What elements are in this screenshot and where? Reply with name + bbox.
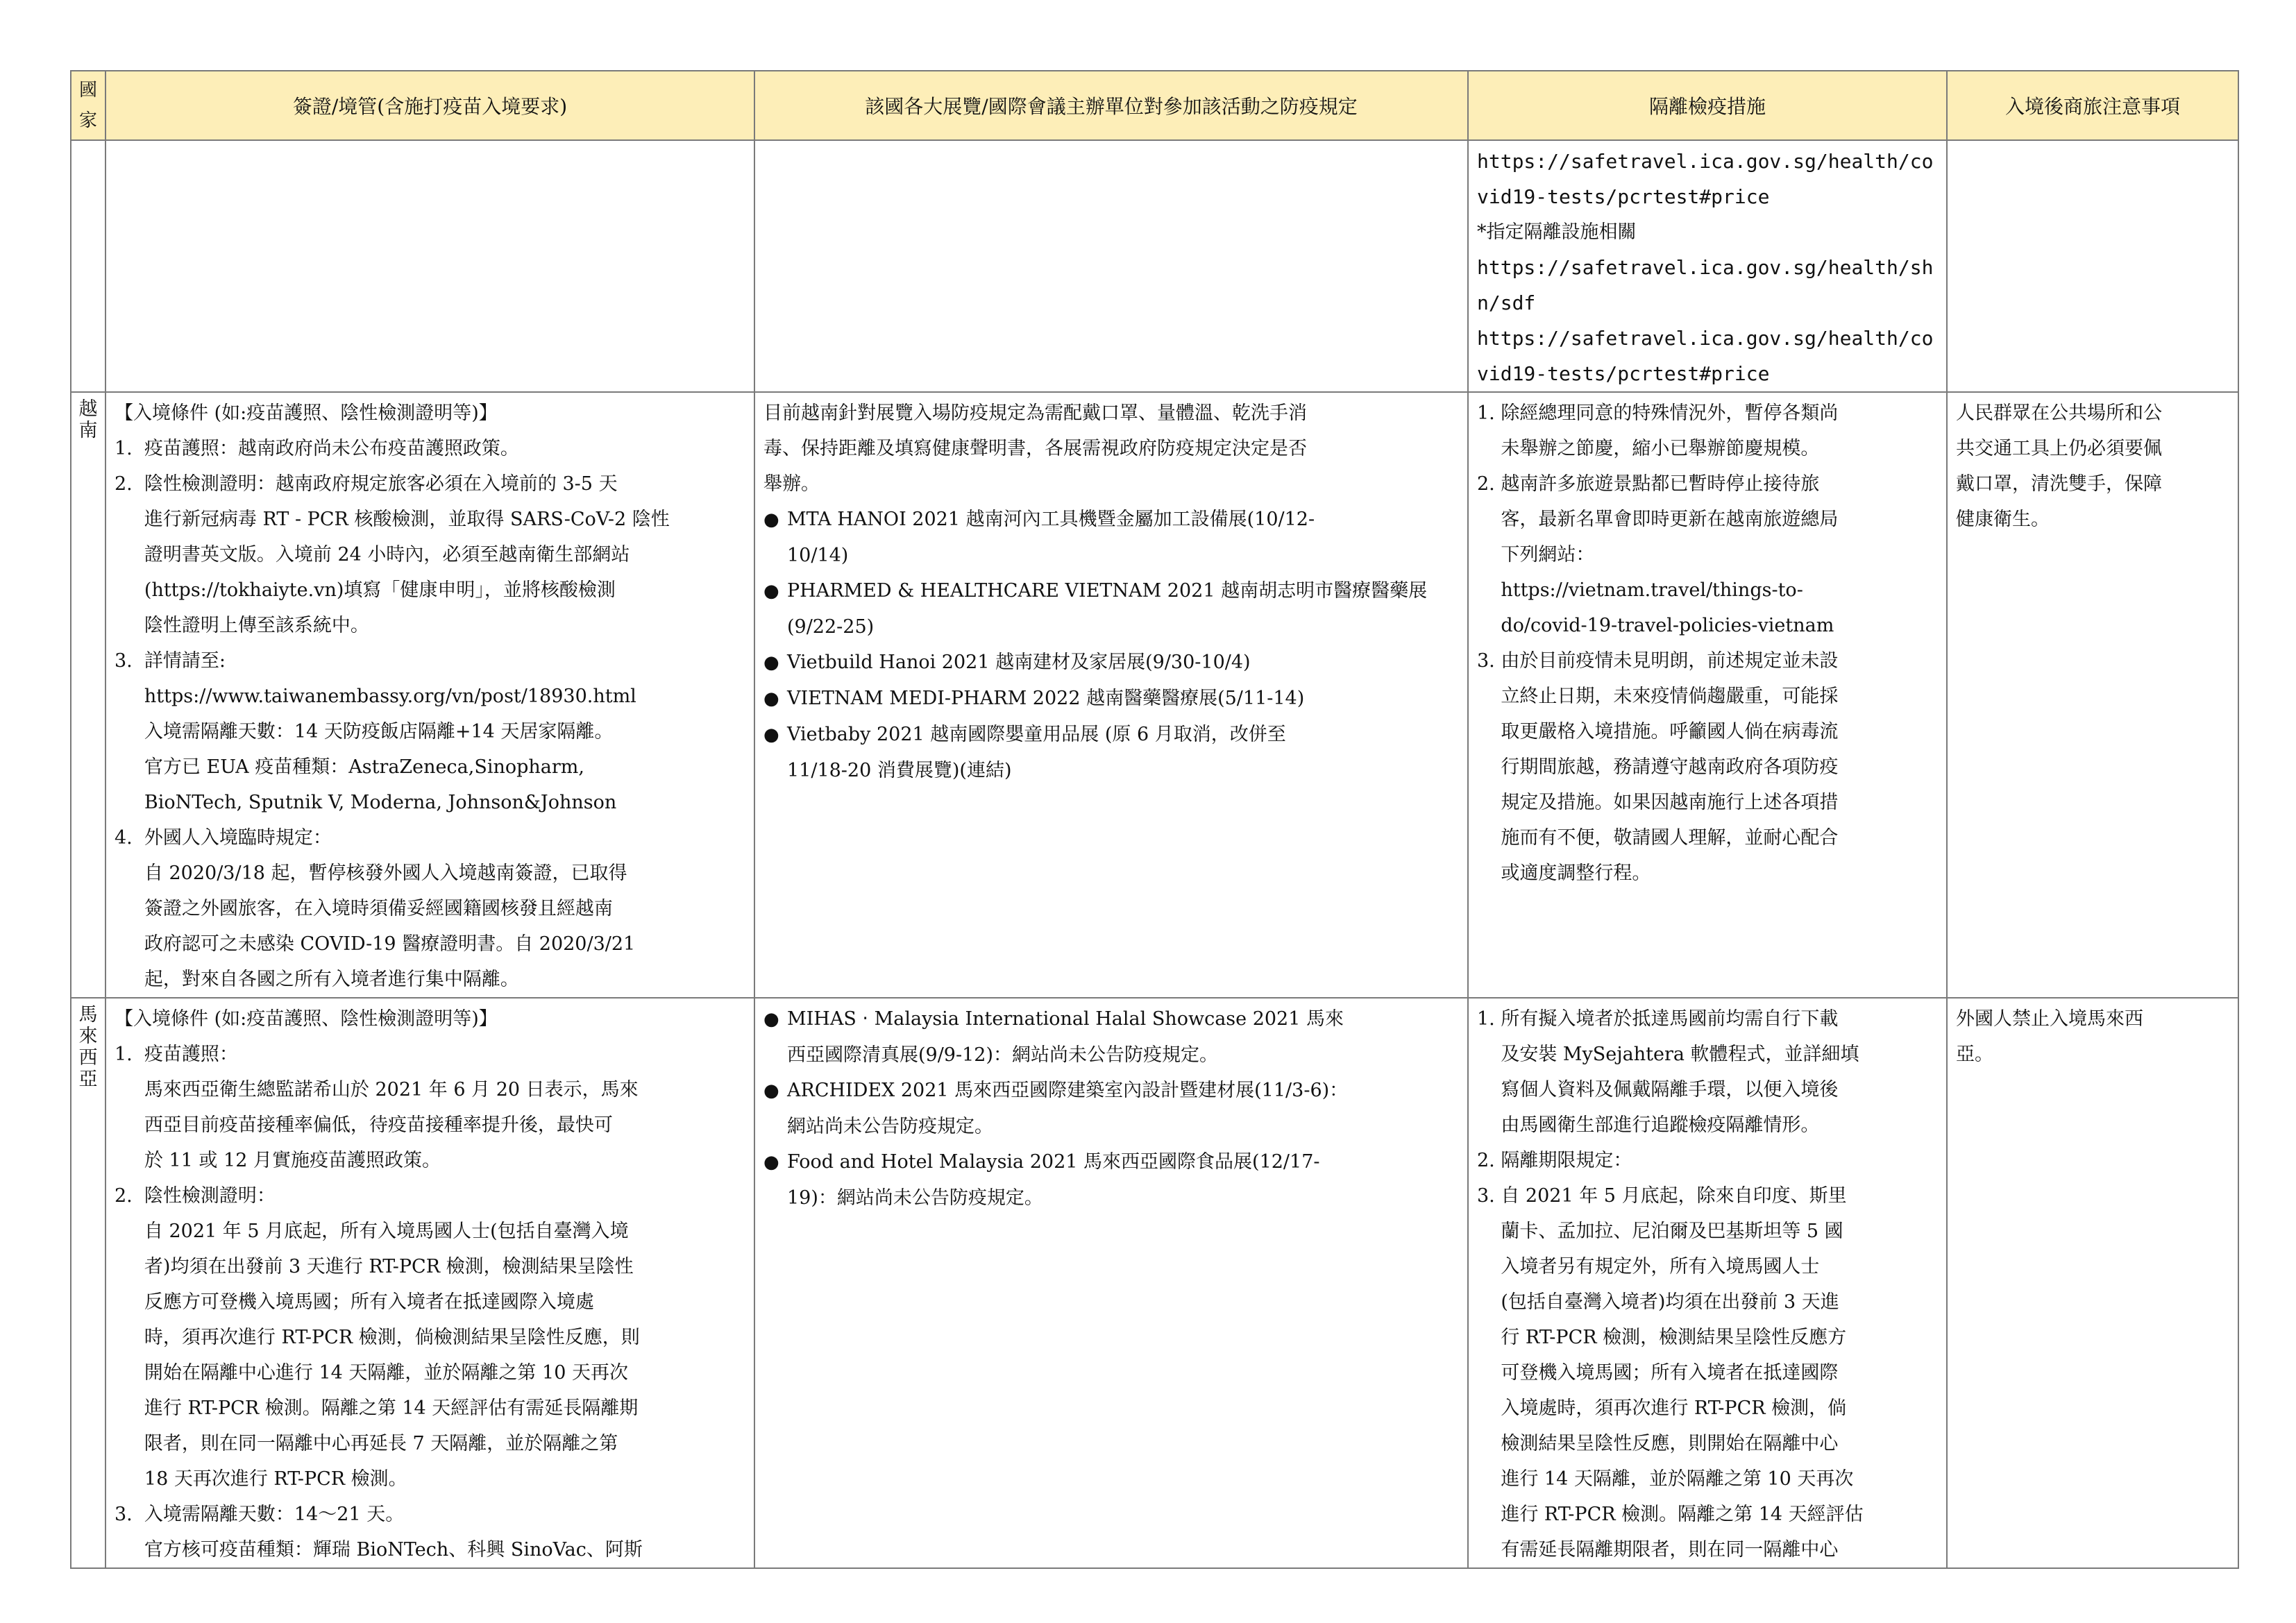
quarantine-line: n/sdf bbox=[1477, 291, 1536, 314]
visa-line: 政府認可之未感染 COVID-19 醫療證明書。自 2020/3/21 bbox=[115, 933, 636, 955]
expo-item: ● Vietbuild Hanoi 2021 越南建材及家居展(9/30-10/4) bbox=[763, 645, 1460, 681]
regulations-table bbox=[70, 70, 2239, 1569]
visa-line: 馬來西亞衛生總監諾希山於 2021 年 6 月 20 日表示，馬來 bbox=[115, 1079, 639, 1101]
quarantine-line: https://safetravel.ica.gov.sg/health/co bbox=[1477, 150, 1934, 173]
notes-line: 外國人禁止入境馬來西 bbox=[1956, 1008, 2143, 1030]
country-vietnam bbox=[71, 392, 105, 998]
visa-line: 2. 陰性檢測證明：越南政府規定旅客必須在入境前的 3-5 天 bbox=[115, 473, 618, 495]
bullet-icon: ● bbox=[763, 1152, 779, 1173]
quarantine-line: 取更嚴格入境措施。呼籲國人倘在病毒流 bbox=[1477, 721, 1839, 742]
visa-line: 反應方可登機入境馬國；所有入境者在抵達國際入境處 bbox=[115, 1291, 594, 1313]
quarantine-line: 2. 隔離期限規定： bbox=[1477, 1150, 1632, 1171]
visa-line: 18 天再次進行 RT-PCR 檢測。 bbox=[115, 1468, 407, 1490]
bullet-icon: ● bbox=[763, 1009, 779, 1030]
expo-item-cont: 11/18-20 消費展覽)(連結) bbox=[787, 760, 1012, 781]
visa-line: 開始在隔離中心進行 14 天隔離，並於隔離之第 10 天再次 bbox=[115, 1362, 628, 1384]
notes-line: 共交通工具上仍必須要佩 bbox=[1956, 438, 2162, 459]
header-visa: 簽證/境管(含施打疫苗入境要求) bbox=[105, 71, 754, 140]
continuation-country bbox=[71, 140, 105, 392]
visa-line: 陰性證明上傳至該系統中。 bbox=[115, 615, 369, 636]
visa-line: 官方核可疫苗種類：輝瑞 BioNTech、科興 SinoVac、阿斯 bbox=[115, 1539, 643, 1561]
visa-line: 入境需隔離天數：14 天防疫飯店隔離+14 天居家隔離。 bbox=[115, 721, 614, 742]
quarantine-line: 1. 除經總理同意的特殊情況外，暫停各類尚 bbox=[1477, 402, 1839, 424]
malaysia-notes bbox=[1947, 998, 2238, 1568]
quarantine-line: 入境者另有規定外，所有入境馬國人士 bbox=[1477, 1256, 1820, 1277]
quarantine-line: 進行 14 天隔離，並於隔離之第 10 天再次 bbox=[1477, 1468, 1854, 1490]
notes-line: 人民群眾在公共場所和公 bbox=[1956, 402, 2162, 424]
table-row-malaysia bbox=[71, 998, 2238, 1568]
continuation-visa bbox=[105, 140, 754, 392]
header-country bbox=[71, 71, 105, 140]
quarantine-line: 立終止日期，未來疫情倘趨嚴重，可能採 bbox=[1477, 686, 1839, 707]
quarantine-line: 3. 自 2021 年 5 月底起，除來自印度、斯里 bbox=[1477, 1185, 1847, 1207]
expo-intro-line: 毒、保持距離及填寫健康聲明書，各展需視政府防疫規定決定是否 bbox=[763, 438, 1307, 459]
notes-line: 戴口罩，清洗雙手，保障 bbox=[1956, 473, 2162, 495]
visa-line: 【入境條件 (如:疫苗護照、陰性檢測證明等)】 bbox=[115, 402, 498, 424]
visa-line: 3. 入境需隔離天數：14～21 天。 bbox=[115, 1504, 405, 1525]
expo-item: ● Food and Hotel Malaysia 2021 馬來西亞國際食品展(12/17- bbox=[763, 1144, 1460, 1180]
visa-line: 進行 RT-PCR 檢測。隔離之第 14 天經評估有需延長隔離期 bbox=[115, 1397, 639, 1419]
bullet-icon: ● bbox=[763, 581, 779, 602]
malaysia-expo bbox=[754, 998, 1468, 1568]
visa-line: 進行新冠病毒 RT - PCR 核酸檢測，並取得 SARS-CoV-2 陰性 bbox=[115, 509, 670, 530]
quarantine-line: do/covid-19-travel-policies-vietnam bbox=[1477, 615, 1834, 636]
quarantine-line: 行 RT-PCR 檢測，檢測結果呈陰性反應方 bbox=[1477, 1327, 1847, 1348]
quarantine-line: 有需延長隔離期限者，則在同一隔離中心 bbox=[1477, 1539, 1839, 1561]
visa-line: 自 2021 年 5 月底起，所有入境馬國人士(包括自臺灣入境 bbox=[115, 1221, 629, 1242]
quarantine-line: 下列網站： bbox=[1477, 544, 1595, 566]
expo-intro-line: 目前越南針對展覽入場防疫規定為需配戴口罩、量體溫、乾洗手消 bbox=[763, 402, 1307, 424]
bullet-icon: ● bbox=[763, 652, 779, 673]
expo-item-cont: 19)：網站尚未公告防疫規定。 bbox=[787, 1187, 1043, 1209]
quarantine-line: 3. 由於目前疫情未見明朗，前述規定並未設 bbox=[1477, 650, 1839, 672]
country-name: 馬來西亞 bbox=[78, 1004, 98, 1090]
visa-line: 1. 疫苗護照：越南政府尚未公布疫苗護照政策。 bbox=[115, 438, 519, 459]
quarantine-line: 1. 所有擬入境者於抵達馬國前均需自行下載 bbox=[1477, 1008, 1839, 1030]
quarantine-line: https://vietnam.travel/things-to- bbox=[1477, 579, 1803, 601]
visa-line: 者)均須在出發前 3 天進行 RT-PCR 檢測，檢測結果呈陰性 bbox=[115, 1256, 634, 1277]
continuation-quarantine bbox=[1468, 140, 1947, 392]
expo-item-cont: 10/14) bbox=[787, 545, 849, 566]
expo-item: ● Vietbaby 2021 越南國際嬰童用品展 (原 6 月取消，改併至 bbox=[763, 717, 1460, 753]
vietnam-visa bbox=[105, 392, 754, 998]
header-quarantine: 隔離檢疫措施 bbox=[1468, 71, 1947, 140]
quarantine-line: 入境處時，須再次進行 RT-PCR 檢測，倘 bbox=[1477, 1397, 1847, 1419]
quarantine-line: 施而有不便，敬請國人理解，並耐心配合 bbox=[1477, 827, 1839, 849]
header-notes: 入境後商旅注意事項 bbox=[1947, 71, 2238, 140]
quarantine-line: 蘭卡、孟加拉、尼泊爾及巴基斯坦等 5 國 bbox=[1477, 1221, 1843, 1242]
expo-item: ● VIETNAM MEDI-PHARM 2022 越南醫藥醫療展(5/11-14) bbox=[763, 681, 1460, 717]
visa-line: 限者，則在同一隔離中心再延長 7 天隔離，並於隔離之第 bbox=[115, 1433, 618, 1454]
notes-line: 亞。 bbox=[1956, 1044, 1993, 1065]
quarantine-line: 寫個人資料及佩戴隔離手環，以便入境後 bbox=[1477, 1079, 1839, 1101]
country-name: 越南 bbox=[78, 398, 98, 441]
expo-item: ● ARCHIDEX 2021 馬來西亞國際建築室內設計暨建材展(11/3-6)： bbox=[763, 1073, 1460, 1109]
expo-intro-line: 舉辦。 bbox=[763, 473, 820, 495]
expo-item-cont: 西亞國際清真展(9/9-12)：網站尚未公告防疫規定。 bbox=[787, 1044, 1218, 1066]
continuation-expo bbox=[754, 140, 1468, 392]
malaysia-visa bbox=[105, 998, 754, 1568]
quarantine-line: vid19-tests/pcrtest#price bbox=[1477, 185, 1770, 208]
visa-line: 簽證之外國旅客，在入境時須備妥經國籍國核發且經越南 bbox=[115, 898, 613, 919]
notes-line: 健康衛生。 bbox=[1956, 509, 2050, 530]
vietnam-notes bbox=[1947, 392, 2238, 998]
quarantine-line: 檢測結果呈陰性反應，則開始在隔離中心 bbox=[1477, 1433, 1839, 1454]
bullet-icon: ● bbox=[763, 724, 779, 745]
bullet-icon: ● bbox=[763, 688, 779, 709]
expo-item: ● MTA HANOI 2021 越南河內工具機暨金屬加工設備展(10/12- bbox=[763, 502, 1460, 538]
visa-line: (https://tokhaiyte.vn)填寫「健康申明」，並將核酸檢測 bbox=[115, 579, 616, 601]
quarantine-line: (包括自臺灣入境者)均須在出發前 3 天進 bbox=[1477, 1291, 1839, 1313]
quarantine-line: 客，最新名單會即時更新在越南旅遊總局 bbox=[1477, 509, 1839, 530]
visa-line: https://www.taiwanembassy.org/vn/post/18930.html bbox=[115, 686, 636, 707]
quarantine-line: *指定隔離設施相關 bbox=[1477, 221, 1637, 243]
table-row-continuation bbox=[71, 140, 2238, 392]
visa-line: 證明書英文版。入境前 24 小時內，必須至越南衛生部網站 bbox=[115, 544, 630, 566]
table-row-vietnam bbox=[71, 392, 2238, 998]
quarantine-line: 規定及措施。如果因越南施行上述各項措 bbox=[1477, 792, 1839, 813]
visa-line: 起，對來自各國之所有入境者進行集中隔離。 bbox=[115, 969, 519, 990]
visa-line: 3. 詳情請至: bbox=[115, 650, 226, 672]
quarantine-line: 及安裝 MySejahtera 軟體程式，並詳細填 bbox=[1477, 1044, 1859, 1065]
visa-line: 2. 陰性檢測證明： bbox=[115, 1185, 276, 1207]
bullet-icon: ● bbox=[763, 1080, 779, 1101]
country-malaysia bbox=[71, 998, 105, 1568]
continuation-notes bbox=[1947, 140, 2238, 392]
visa-line: 於 11 或 12 月實施疫苗護照政策。 bbox=[115, 1150, 441, 1171]
visa-line: 官方已 EUA 疫苗種類：AstraZeneca,Sinopharm, bbox=[115, 756, 584, 778]
visa-line: 4. 外國人入境臨時規定： bbox=[115, 827, 332, 849]
expo-item-cont: (9/22-25) bbox=[787, 616, 875, 638]
quarantine-line: https://safetravel.ica.gov.sg/health/co bbox=[1477, 327, 1934, 350]
header-expo: 該國各大展覽/國際會議主辦單位對參加該活動之防疫規定 bbox=[754, 71, 1468, 140]
expo-item: ● MIHAS ‧ Malaysia International Halal Showcase 2021 馬來 bbox=[763, 1001, 1460, 1037]
visa-line: BioNTech, Sputnik V, Moderna, Johnson&Johnson bbox=[115, 792, 617, 813]
vietnam-expo bbox=[754, 392, 1468, 998]
visa-line: 時，須再次進行 RT-PCR 檢測，倘檢測結果呈陰性反應，則 bbox=[115, 1327, 640, 1348]
quarantine-line: 可登機入境馬國；所有入境者在抵達國際 bbox=[1477, 1362, 1839, 1384]
vietnam-quarantine bbox=[1468, 392, 1947, 998]
quarantine-line: 進行 RT-PCR 檢測。隔離之第 14 天經評估 bbox=[1477, 1504, 1864, 1525]
quarantine-line: https://safetravel.ica.gov.sg/health/sh bbox=[1477, 256, 1934, 279]
bullet-icon: ● bbox=[763, 509, 779, 530]
visa-line: 1. 疫苗護照： bbox=[115, 1044, 238, 1065]
malaysia-quarantine bbox=[1468, 998, 1947, 1568]
quarantine-line: 未舉辦之節慶，縮小已舉辦節慶規模。 bbox=[1477, 438, 1820, 459]
header-country-text: 國家 bbox=[78, 80, 97, 131]
expo-item-cont: 網站尚未公告防疫規定。 bbox=[787, 1116, 993, 1137]
header-row bbox=[71, 71, 2238, 140]
expo-item: ● PHARMED & HEALTHCARE VIETNAM 2021 越南胡志明市醫療醫藥展 bbox=[763, 573, 1460, 609]
visa-line: 自 2020/3/18 起，暫停核發外國人入境越南簽證，已取得 bbox=[115, 863, 627, 884]
quarantine-line: 由馬國衛生部進行追蹤檢疫隔離情形。 bbox=[1477, 1114, 1820, 1136]
visa-line: 【入境條件 (如:疫苗護照、陰性檢測證明等)】 bbox=[115, 1008, 498, 1030]
quarantine-line: 或適度調整行程。 bbox=[1477, 863, 1651, 884]
visa-line: 西亞目前疫苗接種率偏低，待疫苗接種率提升後，最快可 bbox=[115, 1114, 613, 1136]
quarantine-line: 2. 越南許多旅遊景點都已暫時停止接待旅 bbox=[1477, 473, 1820, 495]
quarantine-line: vid19-tests/pcrtest#price bbox=[1477, 362, 1770, 385]
quarantine-line: 行期間旅越，務請遵守越南政府各項防疫 bbox=[1477, 756, 1839, 778]
